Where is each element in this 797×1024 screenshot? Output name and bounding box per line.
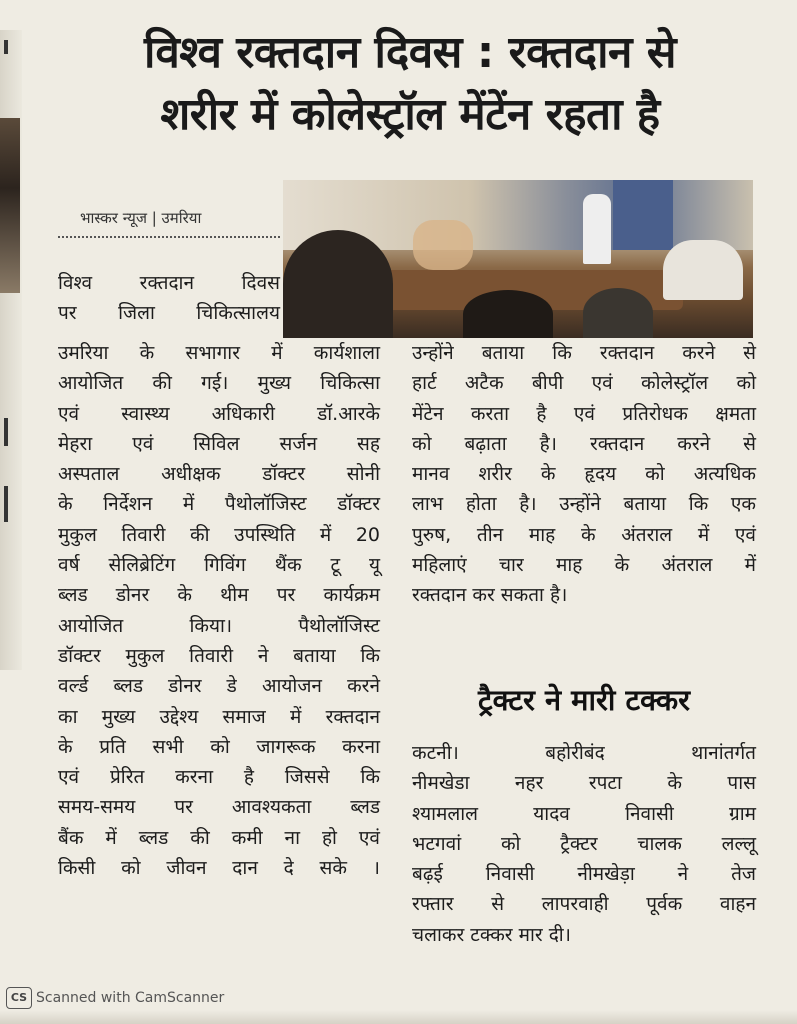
text-line: महिलाएं चार माह के अंतराल में — [412, 554, 756, 577]
page-bottom-shadow — [0, 1010, 797, 1024]
text-line: हार्ट अटैक बीपी एवं कोलेस्ट्रॉल को — [412, 372, 756, 395]
text-line: मेहरा एवं सिविल सर्जन सह — [58, 432, 380, 455]
text-line: आयोजित किया। पैथोलॉजिस्ट — [58, 614, 380, 637]
text-line: मुकुल तिवारी की उपस्थिति में 20 — [58, 523, 380, 546]
camscanner-watermark — [6, 986, 224, 1010]
article-column-1 — [58, 338, 380, 883]
adjacent-page-mark — [4, 486, 8, 522]
text-line: भटगवां को ट्रैक्टर चालक लल्लू — [412, 832, 756, 855]
text-line: चलाकर टक्कर मार दी। — [412, 923, 571, 946]
text-line: के प्रति सभी को जागरूक करना — [58, 735, 380, 758]
text-line: रफ्तार से लापरवाही पूर्वक वाहन — [412, 893, 756, 916]
text-line: पुरुष, तीन माह के अंतराल में एवं — [412, 523, 756, 546]
page-headline — [40, 22, 780, 146]
article-column-2 — [412, 338, 756, 611]
text-line: को बढ़ाता है। रक्तदान करने से — [412, 432, 756, 455]
headline-line-1: विश्व रक्तदान दिवस : रक्तदान से — [143, 27, 677, 78]
text-line: मेंटेन करता है एवं प्रतिरोधक क्षमता — [412, 402, 756, 425]
camscanner-logo-icon: CS — [6, 987, 32, 1009]
article-2-body — [412, 738, 756, 950]
watermark-text: Scanned with CamScanner — [36, 990, 225, 1006]
text-line: वर्ष सेलिब्रेटिंग गिविंग थैंक टू यू — [58, 554, 380, 577]
adjacent-page-photo — [0, 118, 20, 293]
text-line: लाभ होता है। उन्होंने बताया कि एक — [412, 493, 756, 516]
text-line: कटनी। बहोरीबंद थानांतर्गत — [412, 742, 756, 764]
article-intro — [58, 268, 280, 329]
text-line: बढ़ई निवासी नीमखेड़ा ने तेज — [412, 863, 756, 886]
text-line: समय-समय पर आवश्यकता ब्लड — [58, 796, 380, 819]
text-line: का मुख्य उद्देश्य समाज में रक्तदान — [58, 705, 380, 728]
text-line: किसी को जीवन दान दे सके । — [58, 857, 380, 880]
text-line: अस्पताल अधीक्षक डॉक्टर सोनी — [58, 463, 380, 486]
text-line: रक्तदान कर सकता है। — [412, 584, 568, 607]
text-line: वर्ल्ड ब्लड डोनर डे आयोजन करने — [58, 675, 380, 698]
headline-line-2: शरीर में कोलेस्ट्रॉल मेंटेंन रहता है — [160, 89, 660, 140]
text-line: उमरिया के सभागार में कार्यशाला — [58, 342, 380, 364]
text-line: एवं प्रेरित करना है जिससे कि — [58, 766, 380, 789]
text-line: डॉक्टर मुकुल तिवारी ने बताया कि — [58, 644, 380, 667]
text-line: एवं स्वास्थ्य अधिकारी डॉ.आरके — [58, 402, 380, 425]
text-line: मानव शरीर के हृदय को अत्यधिक — [412, 463, 756, 486]
text-line: उन्होंने बताया कि रक्तदान करने से — [412, 342, 756, 364]
text-line: ब्लड डोनर के थीम पर कार्यक्रम — [58, 584, 380, 607]
byline-divider — [58, 236, 280, 241]
text-line: बैंक में ब्लड की कमी ना हो एवं — [58, 826, 380, 849]
text-line: विश्व रक्तदान दिवस — [58, 272, 280, 294]
text-line: के निर्देशन में पैथोलॉजिस्ट डॉक्टर — [58, 493, 380, 516]
text-line: आयोजित की गई। मुख्य चिकित्सा — [58, 372, 380, 395]
text-line: पर जिला चिकित्सालय — [58, 302, 280, 325]
text-line: नीमखेडा नहर रपटा के पास — [412, 772, 756, 795]
sub-headline: ट्रैक्टर ने मारी टक्कर — [477, 683, 691, 717]
adjacent-page-mark — [4, 40, 8, 54]
byline: भास्कर न्यूज | उमरिया — [80, 209, 202, 227]
adjacent-page-mark — [4, 418, 8, 446]
text-line: श्यामलाल यादव निवासी ग्राम — [412, 802, 756, 825]
news-photo — [283, 180, 753, 338]
